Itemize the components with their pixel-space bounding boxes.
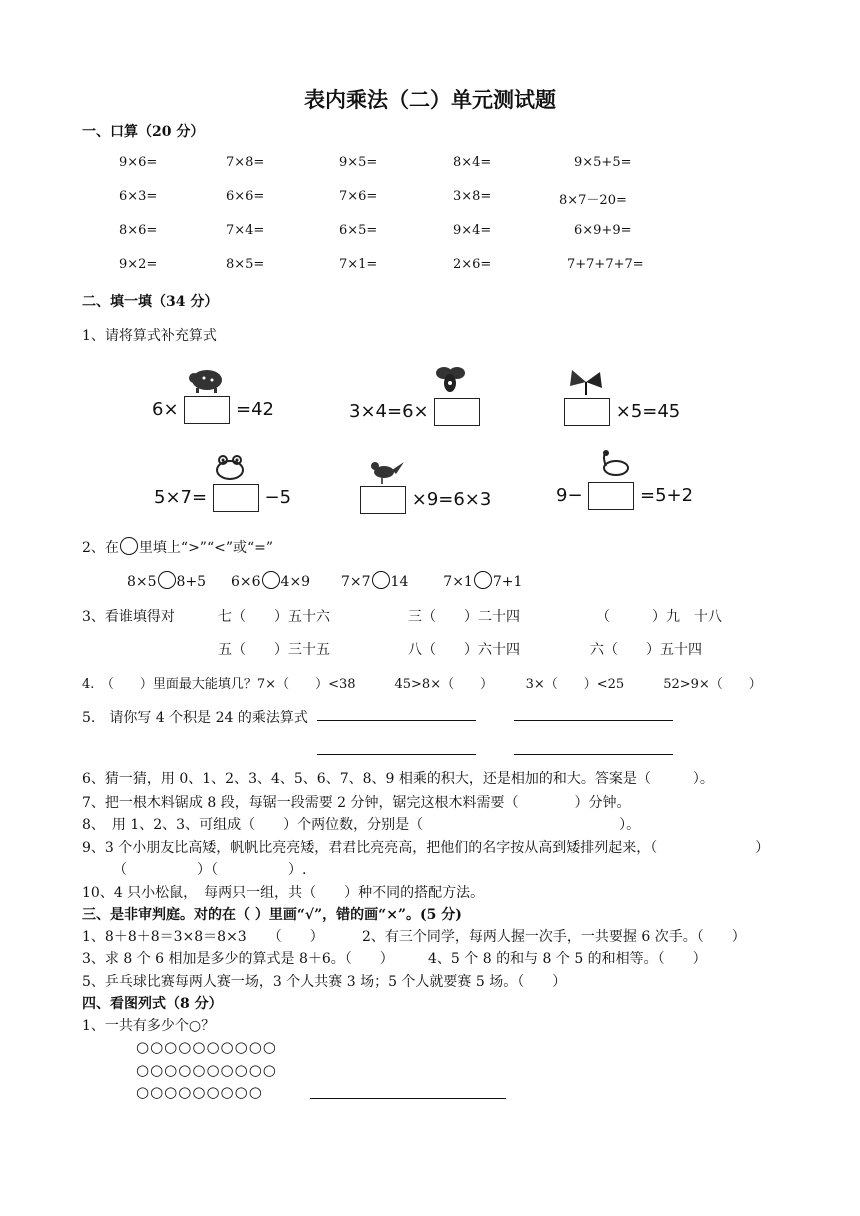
fill-item: （ ）九 十八	[596, 609, 722, 625]
section-3-heading: 三、是非审判庭。对的在（ ）里画“√”，错的画“×”。(5 分)	[82, 907, 462, 923]
calc-item: 8×6=	[119, 223, 158, 238]
judge-item-1: 1、8＋8＋8＝3×8＝8×3 （ ）	[82, 929, 324, 945]
compare-left: 7×7	[341, 574, 371, 590]
calc-item: 6×3=	[119, 189, 158, 204]
calc-item: 9×5+5=	[574, 155, 632, 170]
pig-icon	[186, 364, 226, 394]
calc-item: 7×8=	[226, 155, 265, 170]
equation-4-right: −5	[264, 487, 292, 508]
question-2-5: 5. 请你写 4 个积是 24 的乘法算式	[82, 710, 308, 726]
answer-box[interactable]	[564, 398, 610, 426]
answer-line[interactable]	[317, 720, 476, 721]
answer-box[interactable]	[213, 484, 259, 512]
equation-4-left: 5×7=	[154, 487, 208, 508]
compare-left: 7×1	[443, 574, 473, 590]
fill-item: 八（ ）六十四	[408, 642, 520, 658]
equation-1-right: =42	[236, 399, 275, 420]
frog-icon	[210, 452, 250, 482]
calc-item: 7×4=	[226, 223, 265, 238]
page-title: 表内乘法（二）单元测试题	[304, 88, 556, 112]
compare-right: 7+1	[492, 574, 523, 590]
fill-item: 三（ ）二十四	[408, 609, 520, 625]
compare-circle[interactable]	[474, 571, 492, 589]
judge-item-2: 2、有三个同学，每两人握一次手，一共要握 6 次手。（ ）	[362, 929, 746, 945]
calc-item: 8×5=	[226, 257, 265, 272]
equation-6-left: 9−	[556, 485, 583, 506]
calc-item: 9×6=	[119, 155, 158, 170]
question-2-8: 8、 用 1、2、3、可组成（ ）个两位数，分别是（ ）。	[82, 817, 641, 833]
compare-left: 8×5	[127, 574, 157, 590]
question-2-4: 4. （ ）里面最大能填几？7×（ ）<38 45>8×（ ） 3×（ ）<25 52>9×（ ）	[82, 677, 762, 692]
equation-2-left: 3×4=6×	[349, 401, 429, 422]
equation-3-right: ×5=45	[615, 401, 681, 422]
calc-item: 9×5=	[339, 155, 378, 170]
calc-item: 9×2=	[119, 257, 158, 272]
circle-icon	[120, 537, 138, 555]
calc-item: 7+7+7+7=	[567, 257, 644, 272]
circle-row: ○○○○○○○○○○	[136, 1061, 277, 1079]
calc-item: 8×7－20=	[559, 193, 627, 208]
compare-row	[127, 571, 522, 590]
goose-icon	[594, 448, 634, 478]
question-2-1: 1、请将算式补充算式	[82, 328, 217, 344]
compare-right: 14	[390, 574, 409, 590]
equation-5-right: ×9=6×3	[411, 489, 492, 510]
fill-item: 七（ ）五十六	[218, 609, 330, 625]
compare-circle[interactable]	[372, 571, 390, 589]
judge-item-3: 3、求 8 个 6 相加是多少的算式是 8＋6。（ ）	[82, 951, 394, 967]
judge-item-5: 5、乒乓球比赛每两人赛一场，3 个人共赛 3 场；5 个人就要赛 5 场。（ ）	[82, 974, 567, 990]
answer-box[interactable]	[434, 398, 480, 426]
answer-box[interactable]	[588, 482, 634, 510]
bird-icon	[366, 454, 406, 484]
compare-right: 4×9	[280, 574, 311, 590]
equation-1	[152, 396, 274, 424]
answer-box[interactable]	[360, 486, 406, 514]
question-2-7: 7、把一根木料锯成 8 段，每锯一段需要 2 分钟，锯完这根木料需要（ ）分钟。	[82, 795, 631, 811]
section-2-heading: 二、填一填（34 分）	[82, 294, 219, 310]
question-4-1: 1、一共有多少个○？	[82, 1018, 216, 1034]
question-2-2-suffix: 里填上“>”“<”或“=”	[138, 540, 274, 556]
calc-item: 9×4=	[453, 223, 492, 238]
equation-1-left: 6×	[152, 399, 179, 420]
calc-item: 6×6=	[226, 189, 265, 204]
fill-item: 五（ ）三十五	[218, 642, 330, 658]
calc-item: 8×4=	[453, 155, 492, 170]
equation-4	[154, 484, 291, 512]
question-2-3: 3、看谁填得对	[82, 609, 175, 625]
circle-row: ○○○○○○○○○	[136, 1083, 263, 1101]
circle-row: ○○○○○○○○○○	[136, 1038, 277, 1056]
question-2-6: 6、猜一猜，用 0、1、2、3、4、5、6、7、8、9 相乘的积大，还是相加的和大。答案是（ ）。	[82, 771, 714, 787]
answer-line[interactable]	[514, 754, 673, 755]
question-2-9-answer: （ ）（ ）.	[113, 862, 307, 878]
question-2-10: 10、4 只小松鼠， 每两只一组，共（ ）种不同的搭配方法。	[82, 885, 485, 901]
answer-line[interactable]	[317, 754, 476, 755]
answer-box[interactable]	[184, 396, 230, 424]
calc-item: 7×1=	[339, 257, 378, 272]
answer-line[interactable]	[514, 720, 673, 721]
equation-2	[349, 398, 480, 426]
calc-item: 2×6=	[453, 257, 492, 272]
calc-item: 6×9+9=	[574, 223, 632, 238]
calc-item: 7×6=	[339, 189, 378, 204]
compare-circle[interactable]	[262, 571, 280, 589]
question-2-9: 9、3 个小朋友比高矮，帆帆比亮亮矮，君君比亮亮高，把他们的名字按从高到矮排列起来，（ ）	[82, 840, 770, 856]
equation-3	[564, 398, 680, 426]
equation-6-right: =5+2	[640, 485, 694, 506]
compare-right: 8+5	[176, 574, 207, 590]
section-4-heading: 四、看图列式（8 分）	[82, 996, 223, 1012]
section-1-heading: 一、口算（20 分）	[82, 124, 205, 140]
answer-line[interactable]	[310, 1098, 506, 1099]
calc-item: 6×5=	[339, 223, 378, 238]
judge-item-4: 4、5 个 8 的和与 8 个 5 的和相等。（ ）	[428, 951, 707, 967]
question-2-2	[82, 537, 273, 557]
bee-icon	[430, 364, 470, 394]
calc-item: 3×8=	[453, 189, 492, 204]
question-2-2-prefix: 2、在	[82, 540, 119, 556]
equation-5	[360, 486, 491, 514]
compare-left: 6×6	[231, 574, 261, 590]
butterfly-icon	[566, 366, 606, 396]
compare-circle[interactable]	[158, 571, 176, 589]
fill-item: 六（ ）五十四	[590, 642, 702, 658]
equation-6	[556, 482, 693, 510]
